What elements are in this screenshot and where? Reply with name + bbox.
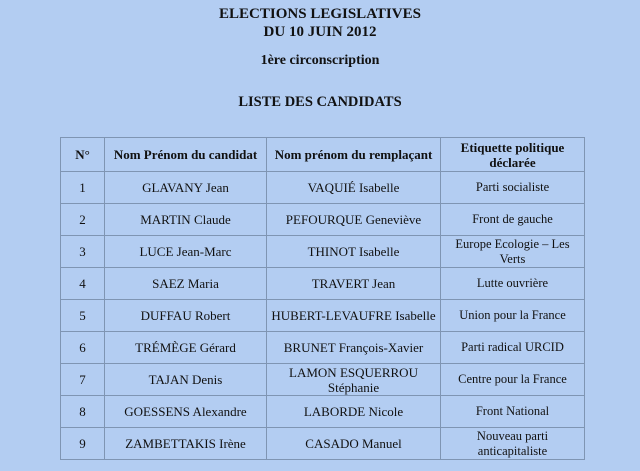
title-elections: ELECTIONS LEGISLATIVES [219,6,421,22]
table-row [61,204,585,236]
header-remplacant: Nom prénom du remplaçant [267,138,441,172]
cell-etiquette: Parti radical URCID [441,332,585,364]
cell-remplacant: CASADO Manuel [267,428,441,460]
cell-remplacant: HUBERT-LEVAUFRE Isabelle [267,300,441,332]
cell-etiquette: Front de gauche [441,204,585,236]
table-row [61,268,585,300]
cell-etiquette: Front National [441,396,585,428]
cell-num: 3 [61,236,105,268]
cell-remplacant: LAMON ESQUERROU Stéphanie [267,364,441,396]
table-header-row [61,138,585,172]
cell-remplacant: VAQUIÉ Isabelle [267,172,441,204]
table-row [61,172,585,204]
table-row [61,396,585,428]
cell-num: 7 [61,364,105,396]
cell-num: 4 [61,268,105,300]
cell-etiquette: Nouveau parti anticapitaliste [441,428,585,460]
table-row [61,428,585,460]
cell-remplacant: BRUNET François-Xavier [267,332,441,364]
cell-etiquette: Union pour la France [441,300,585,332]
cell-candidat: DUFFAU Robert [105,300,267,332]
cell-num: 8 [61,396,105,428]
cell-num: 1 [61,172,105,204]
header-num: N° [61,138,105,172]
cell-remplacant: PEFOURQUE Geneviève [267,204,441,236]
header-etiquette: Etiquette politique déclarée [441,138,585,172]
title-circonscription: 1ère circonscription [260,53,380,68]
cell-candidat: MARTIN Claude [105,204,267,236]
cell-num: 6 [61,332,105,364]
header-candidat: Nom Prénom du candidat [105,138,267,172]
cell-etiquette: Europe Ecologie – Les Verts [441,236,585,268]
cell-num: 9 [61,428,105,460]
cell-candidat: TRÉMÈGE Gérard [105,332,267,364]
cell-remplacant: LABORDE Nicole [267,396,441,428]
cell-candidat: ZAMBETTAKIS Irène [105,428,267,460]
cell-num: 5 [61,300,105,332]
cell-num: 2 [61,204,105,236]
cell-candidat: TAJAN Denis [105,364,267,396]
cell-remplacant: TRAVERT Jean [267,268,441,300]
table-row [61,300,585,332]
table-row [61,236,585,268]
title-date: DU 10 JUIN 2012 [263,24,377,40]
cell-candidat: GOESSENS Alexandre [105,396,267,428]
cell-remplacant: THINOT Isabelle [267,236,441,268]
cell-candidat: GLAVANY Jean [105,172,267,204]
cell-candidat: LUCE Jean-Marc [105,236,267,268]
table-row [61,364,585,396]
cell-etiquette: Lutte ouvrière [441,268,585,300]
title-liste-candidats: LISTE DES CANDIDATS [238,94,402,110]
cell-candidat: SAEZ Maria [105,268,267,300]
candidates-table [60,137,585,460]
cell-etiquette: Parti socialiste [441,172,585,204]
table-row [61,332,585,364]
cell-etiquette: Centre pour la France [441,364,585,396]
